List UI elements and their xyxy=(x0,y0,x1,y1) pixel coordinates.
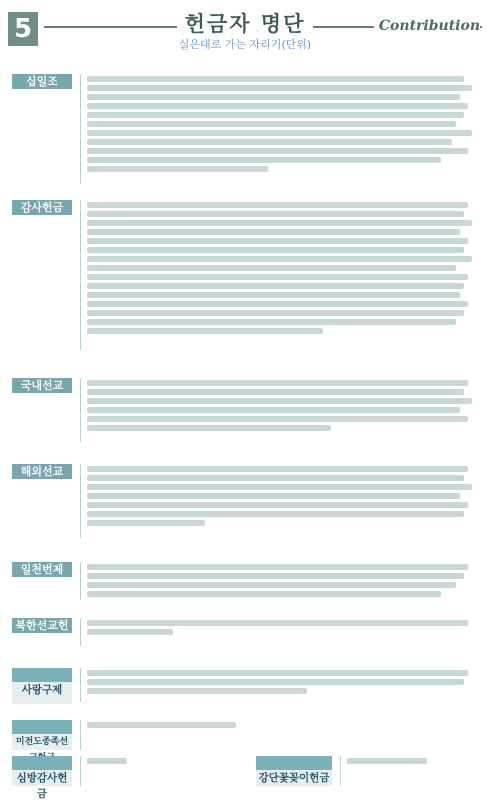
section-altar-flowers-body xyxy=(340,756,480,786)
section-social-service-body xyxy=(80,668,480,702)
page-header xyxy=(0,0,490,58)
section-japan-mission xyxy=(12,720,480,750)
section-tithe-title: 십일조 xyxy=(26,75,58,88)
section-japan-mission-title: 미전도종족선 xyxy=(15,737,69,747)
section-north-korea-title: 북한선교헌금 xyxy=(15,619,69,647)
section-north-korea-body xyxy=(80,618,480,646)
section-domestic-mission-head xyxy=(12,378,72,393)
week-ministry-name-lines xyxy=(87,562,480,597)
section-week-ministry xyxy=(12,562,480,600)
section-social-service-cap xyxy=(12,668,72,682)
section-domestic-mission-title: 국내선교 xyxy=(20,379,64,392)
section-japan-mission-head xyxy=(12,720,72,750)
section-visit-thanks-title: 심방감사헌금 xyxy=(16,772,68,800)
altar-flowers-name-lines xyxy=(347,756,480,764)
section-north-korea-head xyxy=(12,618,72,647)
page-subtitle: 실은대로 가는 자리기(단위) xyxy=(178,38,312,51)
section-foreign-mission-title: 해외선교 xyxy=(20,465,64,478)
domestic-mission-name-lines xyxy=(87,378,480,431)
section-visit-thanks-head xyxy=(12,756,72,800)
section-north-korea xyxy=(12,618,480,646)
section-tithe-body xyxy=(80,74,480,184)
contribution-label: Contribution xyxy=(374,18,480,34)
section-altar-flowers xyxy=(256,756,480,786)
japan-mission-name-lines xyxy=(87,720,480,728)
section-week-ministry-head xyxy=(12,562,72,577)
section-week-ministry-title: 일천번제 xyxy=(20,563,64,576)
section-altar-flowers-head xyxy=(256,756,332,786)
section-visit-thanks-body xyxy=(80,756,220,786)
section-visit-thanks-cap xyxy=(12,756,72,770)
section-thanks-body xyxy=(80,200,480,350)
section-social-service-head xyxy=(12,668,72,704)
section-social-service xyxy=(12,668,480,702)
section-domestic-mission xyxy=(12,378,480,442)
section-foreign-mission-head xyxy=(12,464,72,479)
tithe-name-lines xyxy=(87,74,480,172)
thanks-name-lines xyxy=(87,200,480,334)
section-altar-flowers-cap xyxy=(256,756,332,770)
north-korea-name-lines xyxy=(87,618,480,635)
section-foreign-mission-body xyxy=(80,464,480,538)
section-week-ministry-body xyxy=(80,562,480,600)
page-number: 5 xyxy=(8,12,38,46)
section-japan-mission-cap xyxy=(12,720,72,734)
section-tithe-head xyxy=(12,74,72,89)
section-thanks-head xyxy=(12,200,72,215)
section-social-service-title: 사랑구제 xyxy=(21,684,63,696)
visit-thanks-name-lines xyxy=(87,756,220,764)
section-foreign-mission xyxy=(12,464,480,538)
section-domestic-mission-body xyxy=(80,378,480,442)
social-service-name-lines xyxy=(87,668,480,694)
section-thanks-title: 감사헌금 xyxy=(20,201,64,214)
section-altar-flowers-title: 강단꽃꽂이헌금 xyxy=(258,772,330,784)
section-tithe xyxy=(12,74,480,184)
section-japan-mission-body xyxy=(80,720,480,750)
page-title-text: 헌금자 명단 xyxy=(177,11,314,36)
section-thanks xyxy=(12,200,480,350)
foreign-mission-name-lines xyxy=(87,464,480,526)
